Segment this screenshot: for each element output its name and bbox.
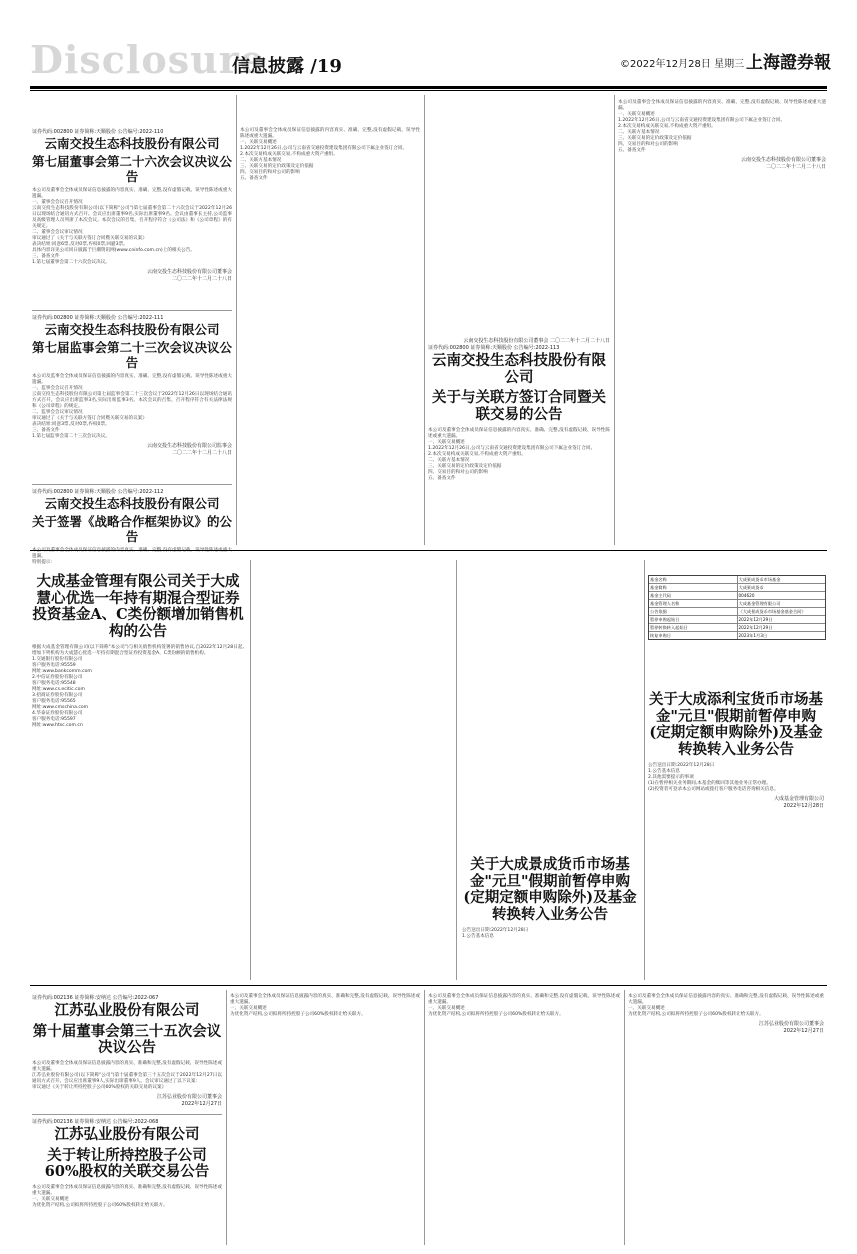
- table-row: [649, 576, 825, 584]
- article-title: 关于转让所持控股子公司60%股权的关联交易公告: [44, 1146, 210, 1181]
- header-rule-thin: [30, 90, 827, 91]
- table-cell: 基金名称: [649, 576, 738, 583]
- table-cell: 暂停转换转入起始日: [649, 624, 738, 631]
- article-body: 本公司及董事会全体成员保证信息披露内容的真实、准确和完整,没有虚假记载、误导性陈述或重大遗漏。 一、关联交易概述 为优化资产结构,公司拟将所持控股子公司60%股权转让给关联方。: [230, 994, 420, 1017]
- table-cell: 基金简称: [649, 584, 738, 591]
- article-continued-text: [628, 994, 824, 1244]
- table-cell: 2022年12月29日: [738, 617, 773, 622]
- table-row: [649, 600, 825, 608]
- table-row: [649, 616, 825, 624]
- article-continued-text: [428, 994, 620, 1244]
- article-body: 本公司及董事会全体成员保证信息披露的内容真实、准确、完整,没有虚假记载、误导性陈述或重大遗漏。 一、关联交易概述 1.2022年12月26日,公司与云南省交通投资建设集团有限公司下属企业签订合同。 2.本次交易构成关联交易,不构成重大资产重组。 二、关联方基本情况 三、关联交易的定价政策及定价依据 四、交易目的和对公司的影响 五、备查文件: [618, 100, 826, 153]
- company-name: 云南交投生态科技股份有限公司: [432, 352, 606, 386]
- table-cell: 恢复申购日: [649, 632, 738, 639]
- masthead-title: Disclosure: [30, 37, 265, 82]
- section-rule: [30, 985, 827, 986]
- article-body: 本公司及董事会全体成员保证信息披露内容的真实、准确和完整,没有虚假记载、误导性陈述或重大遗漏。 一、关联交易概述 为优化资产结构,公司拟将所持控股子公司60%股权转让给关联方。: [628, 994, 824, 1017]
- article-body: 根据大成基金管理有限公司(以下简称"本公司")与相关销售机构签署的销售协议,自2022年12月28日起,增加下列机构为大成慧心优选一年持有期混合型证券投资基金A、C类份额的销售机构。 1.交通银行股份有限公司 客户服务电话:95559 网址:www.bankcomm.com 2.中信证券股份有限公司 客户服务电话:95548 网址:www.cs.ecitic.com 3.招商证券股份有限公司 客户服务电话:95565 网址:www.cmschina.com 4.华泰证券股份有限公司 客户服务电话:95597 网址:www.htsc.com.cn: [32, 644, 244, 728]
- article-related-transaction: [428, 335, 610, 543]
- article-jiangsu-board: [32, 994, 222, 1112]
- article-body: 公告送出日期:2022年12月28日 1.公告基本信息 2.其他需要提示的事项 (1)在暂停相关业务期间,本基金的赎回等其他业务正常办理。 (2)投资者可登录本公司网站或拨打客户服务电话咨询相关信息。: [648, 762, 779, 792]
- article-signature: 云南交投生态科技股份有限公司监事会 二〇二二年十二月二十八日: [146, 443, 232, 457]
- article-supervisory-resolution: [32, 314, 232, 480]
- table-row: [649, 608, 825, 616]
- column-divider: [424, 95, 425, 545]
- table-row: [649, 584, 825, 592]
- article-title: 关于签署《战略合作框架协议》的公告: [32, 514, 233, 544]
- article-body: 本公司及董事会全体成员保证信息披露内容的真实、准确和完整,没有虚假记载、误导性陈述或重大遗漏。 江苏弘业股份有限公司(以下简称"公司")第十届董事会第三十五次会议于2022年12月27日以通讯方式召开。会议应出席董事9人,实际出席董事9人。会议审议通过了以下议案: 审议通过《关于转让所持控股子公司60%股权的关联交易的议案》: [32, 1061, 222, 1091]
- article-signature: 大成基金管理有限公司 2022年12月28日: [773, 795, 824, 809]
- table-cell: 公告依据: [649, 608, 738, 615]
- table-cell: 大成景成货币: [738, 585, 764, 590]
- table-row: [649, 624, 825, 632]
- stock-code-line: 证券代码:002136 证券简称:安纳达 公告编号:2022-067: [32, 995, 159, 1001]
- table-cell: 基金主代码: [649, 592, 738, 599]
- table-row: [649, 592, 825, 600]
- article-body: 本公司及董事会全体成员保证信息披露内容的真实、准确和完整,没有虚假记载、误导性陈述或重大遗漏。 一、关联交易概述 为优化资产结构,公司拟将所持控股子公司60%股权转让给关联方。: [32, 1185, 222, 1209]
- stock-code-line: 证券代码:002800 证券简称:天顺股份 公告编号:2022-110: [32, 129, 164, 135]
- column-divider: [456, 560, 457, 980]
- table-cell: 暂停申购起始日: [649, 616, 738, 623]
- table-cell: 大成基金管理有限公司: [738, 601, 781, 606]
- section-rule: [30, 550, 827, 551]
- column-divider: [250, 560, 251, 980]
- article-signature: 江苏弘业股份有限公司董事会 2022年12月27日: [156, 1094, 222, 1108]
- table-cell: 基金管理人名称: [649, 600, 738, 607]
- stock-code-line: 证券代码:002136 证券简称:安纳达 公告编号:2022-068: [32, 1119, 159, 1125]
- stock-code-line: 证券代码:002800 证券简称:天顺股份 公告编号:2022-112: [32, 489, 164, 495]
- article-fund-sales-agencies: [32, 572, 244, 972]
- article-body: 遗漏。 特别提示:: [32, 554, 52, 566]
- article-body: 本公司及董事会全体成员保证信息披露的内容真实、准确、完整,没有虚假记载、误导性陈述或重大遗漏。 一、关联交易概述 1.2022年12月26日,公司与云南省交通投资建设集团有限公司下属企业签订合同。 2.本次交易构成关联交易,不构成重大资产重组。 二、关联方基本情况 三、关联交易的定价政策及定价依据 四、交易目的和对公司的影响 五、备查文件: [240, 128, 420, 181]
- table-cell: 2023年1月3日: [738, 633, 768, 638]
- article-body: 本公司及董事会全体成员保证信息披露内容的真实、准确和完整,没有虚假记载、误导性陈述或重大遗漏。 一、关联交易概述 为优化资产结构,公司拟将所持控股子公司60%股权转让给关联方。: [428, 994, 620, 1017]
- company-name: 江苏弘业股份有限公司: [54, 1002, 200, 1019]
- column-divider: [424, 990, 425, 1245]
- column-divider: [226, 990, 227, 1245]
- article-title: 大成基金管理有限公司关于大成慧心优选一年持有期混合型证券投资基金A、C类份额增加销售机构的公告: [32, 573, 244, 641]
- article-divider: [32, 310, 232, 311]
- article-strategic-agreement: [32, 488, 233, 566]
- stock-code-line: 证券代码:002800 证券简称:天顺股份 公告编号:2022-113: [428, 345, 560, 351]
- article-title: 第七届董事会第二十六次会议决议公告: [32, 154, 233, 184]
- company-name: 江苏弘业股份有限公司: [54, 1126, 200, 1143]
- article-divider: [32, 484, 232, 485]
- article-body: 本公司及董事会全体成员保证信息披露的内容真实、准确、完整,没有虚假记载、误导性陈述或重大遗漏。 一、关联交易概述 1.2022年12月26日,公司与云南省交通投资建设集团有限公司下属企业签订合同。 2.本次交易构成关联交易,不构成重大资产重组。 二、关联方基本情况 三、关联交易的定价政策及定价依据 四、交易目的和对公司的影响 五、备查文件: [428, 427, 610, 481]
- article-signature: 云南交投生态科技股份有限公司董事会 二〇二二年十二月二十八日: [740, 157, 826, 170]
- table-cell: 大成景成货币市场基金: [738, 577, 781, 582]
- section-title: 信息披露 /19: [232, 56, 342, 77]
- table-cell: 004620: [738, 593, 755, 598]
- article-signature: 江苏弘业股份有限公司董事会 2022年12月27日: [758, 1021, 824, 1034]
- article-tianlibao-fund: [648, 690, 824, 970]
- issue-date: ©2022年12月28日 星期三: [620, 59, 745, 70]
- column-divider: [624, 990, 625, 1245]
- article-body: 本公司及监事会全体成员保证信息披露的内容真实、准确、完整,没有虚假记载、误导性陈述或重大遗漏。 一、监事会会议召开情况 云南交投生态科技股份有限公司第七届监事会第二十三次会议于2022年12月26日以现场结合通讯方式召开。会议应出席监事3名,实际出席监事3名。本次会议的召集、召开程序符合有关法律法规和《公司章程》的规定。 二、监事会会议审议情况 审议通过了《关于与关联方签订合同暨关联交易的议案》 表决结果:同意3票,反对0票,弃权0票。 三、备查文件 1.第七届监事会第二十三次会议决议。: [32, 374, 232, 440]
- newspaper-brand: 上海證券報: [746, 53, 831, 73]
- article-title: 关于大成景成货币市场基金"元旦"假期前暂停申购(定期定额申购除外)及基金转换转入业务公告: [463, 856, 637, 924]
- article-signature: 云南交投生态科技股份有限公司董事会 二〇二二年十二月二十八日: [146, 269, 232, 283]
- column-divider: [236, 95, 237, 545]
- article-body: 本公司及董事会全体成员保证信息披露的内容真实、准确、完整,没有虚假记载、误导性陈述或重大遗漏。 一、董事会会议召开情况 云南交投生态科技股份有限公司(以下简称"公司")第七届董事会第二十六次会议于2022年12月26日以现场结合通讯方式召开。会议应出席董事9名,实际出席董事9名。会议由董事长主持,公司监事及高级管理人员列席了本次会议。本次会议的召集、召开程序符合《公司法》和《公司章程》的有关规定。 二、董事会会议审议情况 审议通过了《关于与关联方签订合同暨关联交易的议案》 表决结果:同意6票,反对0票,弃权0票,回避3票。 具体内容详见公司同日披露于巨潮资讯网(www.cninfo.com.cn)上的相关公告。 三、备查文件 1.第七届董事会第二十六次会议决议。: [32, 188, 232, 266]
- table-cell: 《大成景成货币市场基金基金合同》: [738, 609, 806, 614]
- stock-code-line: 证券代码:002800 证券简称:天顺股份 公告编号:2022-111: [32, 315, 164, 321]
- article-continued-text: [618, 100, 826, 540]
- article-signature: 云南交投生态科技股份有限公司董事会 二〇二二年十二月二十八日: [463, 338, 610, 344]
- article-continued-text: [240, 128, 420, 544]
- article-title: 关于与关联方签订合同暨关联交易的公告: [432, 389, 606, 424]
- fund-info-table: [648, 575, 826, 640]
- company-name: 云南交投生态科技股份有限公司: [44, 322, 220, 337]
- column-divider: [614, 95, 615, 545]
- table-cell: 2022年12月29日: [738, 625, 773, 630]
- header-rule: [30, 86, 827, 89]
- article-jiangsu-equity-transfer: [32, 1118, 222, 1246]
- page-header: [0, 0, 857, 92]
- company-name: 云南交投生态科技股份有限公司: [44, 136, 220, 151]
- article-title: 第十届董事会第三十五次会议决议公告: [32, 1022, 222, 1057]
- article-jingcheng-fund: [462, 855, 638, 971]
- article-board-resolution: [32, 128, 232, 306]
- article-title: 第七届监事会第二十三次会议决议公告: [32, 340, 233, 370]
- table-row: [649, 632, 825, 639]
- article-continued-text: [230, 994, 420, 1244]
- article-title: 关于大成添利宝货币市场基金"元旦"假期前暂停申购(定期定额申购除外)及基金转换转入业务公告: [649, 691, 823, 759]
- article-divider: [32, 1114, 222, 1115]
- article-body: 公告送出日期:2022年12月28日 1.公告基本信息: [462, 927, 529, 939]
- column-divider: [644, 560, 645, 980]
- company-name: 云南交投生态科技股份有限公司: [44, 496, 220, 511]
